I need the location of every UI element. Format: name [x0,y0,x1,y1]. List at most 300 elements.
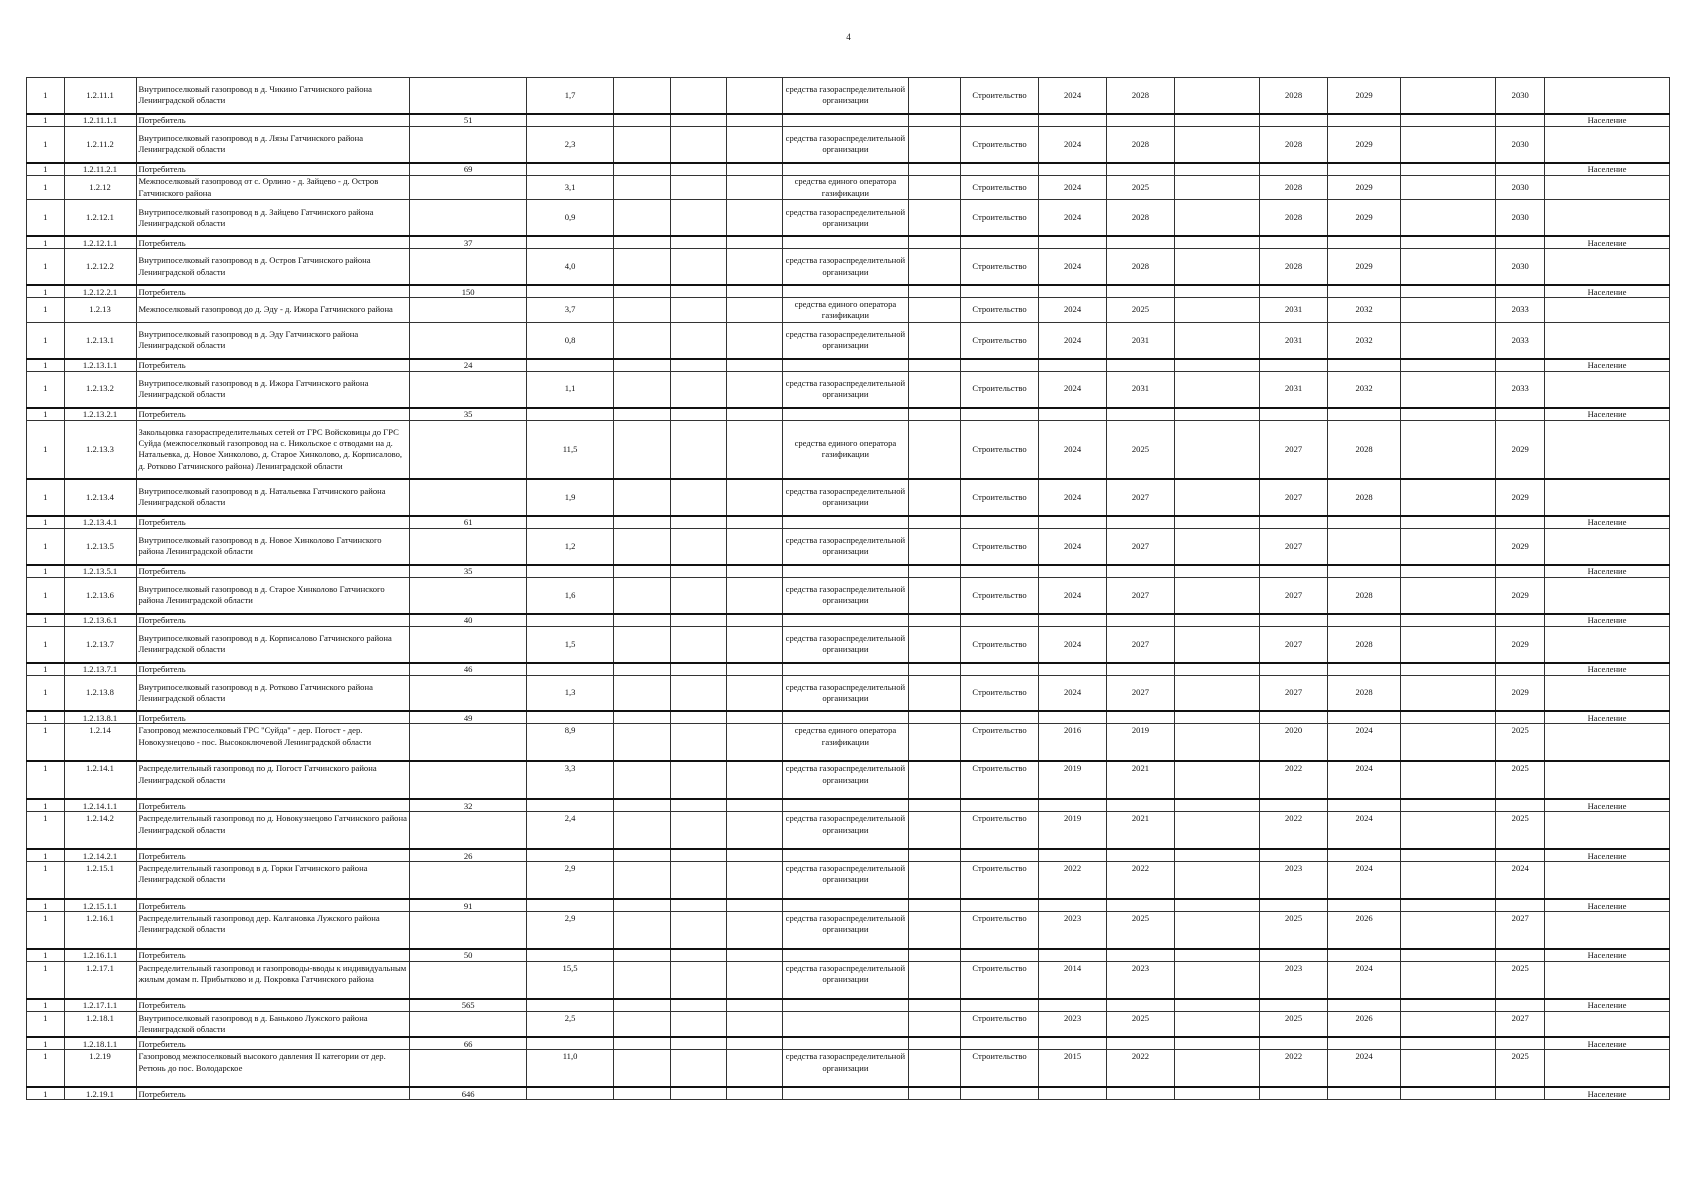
empty-cell [1401,285,1496,298]
funding-source: средства газораспределительной организации [782,322,909,358]
object-name: Внутрипоселковый газопровод в д. Натальевка Гатчинского района Ленинградской области [136,479,410,516]
empty-cell [614,1011,671,1037]
work-type: Строительство [960,812,1038,849]
year-design-end: 2027 [1107,528,1175,564]
work-type [960,949,1038,962]
object-row [27,528,1670,564]
empty-cell [670,711,726,724]
year-commission [1496,565,1545,578]
funding-source [782,565,909,578]
empty-cell [726,663,782,676]
year-construction-end [1328,565,1401,578]
empty-cell [614,812,671,849]
consumer-category: Население [1545,663,1670,676]
empty-cell [1174,849,1259,862]
object-name: Потребитель [136,359,410,372]
consumer-row [27,799,1670,812]
year-commission: 2025 [1496,761,1545,799]
empty-cell [909,1037,961,1050]
year-construction-start: 2023 [1260,862,1328,899]
empty-cell [1174,408,1259,421]
year-construction-end: 2024 [1328,812,1401,849]
year-design-end: 2023 [1107,961,1175,998]
year-commission: 2033 [1496,322,1545,358]
row-number: 1 [27,114,65,127]
year-start: 2019 [1039,812,1107,849]
empty-cell [670,724,726,761]
empty-cell [670,577,726,613]
empty-cell [1401,1037,1496,1050]
empty-cell [670,200,726,236]
empty-cell [614,528,671,564]
empty-cell [670,479,726,516]
object-name: Потребитель [136,711,410,724]
row-number: 1 [27,1037,65,1050]
empty-cell [1401,516,1496,529]
row-number: 1 [27,912,65,949]
empty-cell [1174,626,1259,662]
empty-cell [909,724,961,761]
year-construction-end: 2024 [1328,862,1401,899]
year-commission [1496,899,1545,912]
empty-cell [670,163,726,176]
empty-cell [670,175,726,200]
table-body [27,78,1670,1100]
year-commission [1496,999,1545,1012]
consumer-count [410,577,527,613]
empty-cell [1401,408,1496,421]
empty-cell [1174,479,1259,516]
year-construction-end [1328,285,1401,298]
object-row [27,420,1670,479]
year-construction-start [1260,1037,1328,1050]
object-name: Потребитель [136,236,410,249]
consumer-row [27,163,1670,176]
row-code: 1.2.17.1 [64,961,136,998]
consumer-count: 69 [410,163,527,176]
empty-cell [909,614,961,627]
year-commission [1496,849,1545,862]
year-start: 2024 [1039,626,1107,662]
work-type: Строительство [960,1050,1038,1087]
row-code: 1.2.12.1.1 [64,236,136,249]
empty-cell [726,961,782,998]
consumer-row [27,359,1670,372]
year-construction-end: 2024 [1328,961,1401,998]
empty-cell [614,799,671,812]
object-name: Потребитель [136,163,410,176]
empty-cell [1174,163,1259,176]
empty-cell [909,371,961,407]
empty-cell [670,675,726,711]
row-code: 1.2.15.1 [64,862,136,899]
object-row [27,322,1670,358]
pipeline-length: 0,9 [526,200,613,236]
object-name: Потребитель [136,1037,410,1050]
empty-cell [1401,626,1496,662]
year-construction-start: 2028 [1260,249,1328,285]
pipeline-length: 2,9 [526,862,613,899]
empty-cell [1401,200,1496,236]
funding-source: средства газораспределительной организации [782,912,909,949]
consumer-count: 565 [410,999,527,1012]
year-construction-start: 2028 [1260,200,1328,236]
row-code: 1.2.13.7.1 [64,663,136,676]
pipeline-length [526,236,613,249]
pipeline-length: 11,0 [526,1050,613,1087]
row-code: 1.2.18.1 [64,1011,136,1037]
funding-source: средства газораспределительной организации [782,862,909,899]
object-row [27,626,1670,662]
empty-cell [909,298,961,323]
empty-cell [1174,675,1259,711]
empty-cell [1401,163,1496,176]
empty-cell [614,577,671,613]
year-construction-end [1328,408,1401,421]
row-code: 1.2.19 [64,1050,136,1087]
pipeline-length [526,899,613,912]
empty-cell [1401,899,1496,912]
year-construction-end [1328,999,1401,1012]
year-construction-end: 2029 [1328,175,1401,200]
year-start: 2024 [1039,420,1107,479]
work-type: Строительство [960,912,1038,949]
row-number: 1 [27,285,65,298]
object-name: Межпоселковый газопровод от с. Орлино - д. Зайцево - д. Остров Гатчинского района [136,175,410,200]
empty-cell [1401,1011,1496,1037]
work-type: Строительство [960,322,1038,358]
empty-cell [1174,285,1259,298]
year-commission [1496,359,1545,372]
empty-cell [1174,799,1259,812]
empty-cell [614,114,671,127]
work-type [960,663,1038,676]
year-start [1039,849,1107,862]
empty-cell [1174,949,1259,962]
funding-source: средства единого оператора газификации [782,298,909,323]
empty-cell [670,912,726,949]
funding-source: средства газораспределительной организации [782,126,909,162]
year-start [1039,359,1107,372]
pipeline-length: 2,4 [526,812,613,849]
consumer-count [410,528,527,564]
year-start: 2024 [1039,298,1107,323]
empty-cell [726,812,782,849]
consumer-count: 150 [410,285,527,298]
empty-cell [726,675,782,711]
empty-cell [1401,479,1496,516]
pipeline-length: 8,9 [526,724,613,761]
empty-cell [726,1050,782,1087]
funding-source [782,614,909,627]
row-code: 1.2.11.2.1 [64,163,136,176]
consumer-count: 61 [410,516,527,529]
object-row [27,812,1670,849]
consumer-row [27,114,1670,127]
pipeline-length [526,1037,613,1050]
empty-cell [670,626,726,662]
pipeline-length [526,565,613,578]
empty-cell [1401,577,1496,613]
empty-cell [614,675,671,711]
empty-cell [726,249,782,285]
year-start [1039,799,1107,812]
row-code: 1.2.13.4.1 [64,516,136,529]
empty-cell [1174,912,1259,949]
empty-cell [670,322,726,358]
year-commission [1496,949,1545,962]
empty-cell [1401,322,1496,358]
year-commission: 2029 [1496,626,1545,662]
work-type [960,408,1038,421]
year-design-end [1107,114,1175,127]
consumer-count: 46 [410,663,527,676]
empty-cell [1401,761,1496,799]
row-number: 1 [27,862,65,899]
empty-cell [909,899,961,912]
consumer-row [27,408,1670,421]
row-number: 1 [27,663,65,676]
work-type [960,899,1038,912]
row-code: 1.2.14 [64,724,136,761]
empty-cell [670,236,726,249]
year-construction-start [1260,565,1328,578]
year-construction-start: 2028 [1260,78,1328,114]
object-name: Внутрипоселковый газопровод в д. Лязы Гатчинского района Ленинградской области [136,126,410,162]
row-number: 1 [27,200,65,236]
year-construction-end: 2024 [1328,1050,1401,1087]
empty-cell [614,849,671,862]
consumer-category [1545,1011,1670,1037]
row-number: 1 [27,371,65,407]
year-design-end: 2031 [1107,322,1175,358]
empty-cell [909,626,961,662]
year-design-end [1107,1037,1175,1050]
year-construction-start [1260,949,1328,962]
work-type [960,236,1038,249]
year-construction-start [1260,799,1328,812]
year-construction-start [1260,408,1328,421]
year-construction-start: 2027 [1260,577,1328,613]
empty-cell [1174,1037,1259,1050]
row-number: 1 [27,999,65,1012]
consumer-count [410,479,527,516]
year-commission: 2029 [1496,577,1545,613]
empty-cell [726,285,782,298]
empty-cell [670,1037,726,1050]
row-number: 1 [27,1011,65,1037]
empty-cell [909,236,961,249]
year-commission: 2025 [1496,812,1545,849]
funding-source [782,949,909,962]
consumer-category: Население [1545,408,1670,421]
year-design-end: 2031 [1107,371,1175,407]
year-design-end: 2028 [1107,126,1175,162]
empty-cell [614,1050,671,1087]
row-number: 1 [27,761,65,799]
year-start [1039,114,1107,127]
year-design-end [1107,565,1175,578]
empty-cell [614,912,671,949]
year-design-end [1107,949,1175,962]
year-construction-end: 2024 [1328,761,1401,799]
year-start [1039,1037,1107,1050]
year-start: 2015 [1039,1050,1107,1087]
year-construction-start: 2028 [1260,126,1328,162]
empty-cell [614,322,671,358]
consumer-count: 49 [410,711,527,724]
object-name: Распределительный газопровод и газопроводы-вводы к индивидуальным жилым домам п. Прибытково и д. Покровка Гатчинского района [136,961,410,998]
year-construction-end [1328,528,1401,564]
empty-cell [909,565,961,578]
funding-source [782,236,909,249]
empty-cell [1174,1011,1259,1037]
row-number: 1 [27,614,65,627]
row-number: 1 [27,408,65,421]
row-code: 1.2.13.5.1 [64,565,136,578]
row-code: 1.2.12 [64,175,136,200]
work-type [960,359,1038,372]
work-type [960,285,1038,298]
consumer-category: Население [1545,163,1670,176]
empty-cell [1401,862,1496,899]
empty-cell [1174,724,1259,761]
year-start: 2024 [1039,577,1107,613]
year-commission: 2030 [1496,249,1545,285]
empty-cell [670,420,726,479]
consumer-row [27,1037,1670,1050]
row-code: 1.2.13.6.1 [64,614,136,627]
year-construction-end [1328,236,1401,249]
pipeline-length [526,114,613,127]
empty-cell [1401,663,1496,676]
year-construction-end [1328,359,1401,372]
empty-cell [1174,420,1259,479]
year-design-end: 2022 [1107,862,1175,899]
funding-source [782,663,909,676]
pipeline-length: 1,3 [526,675,613,711]
object-row [27,479,1670,516]
object-name: Потребитель [136,408,410,421]
year-start: 2024 [1039,371,1107,407]
empty-cell [670,614,726,627]
funding-source [782,163,909,176]
row-number: 1 [27,949,65,962]
consumer-category: Население [1545,999,1670,1012]
empty-cell [614,1037,671,1050]
consumer-row [27,565,1670,578]
row-code: 1.2.13.3 [64,420,136,479]
pipeline-length [526,516,613,529]
consumer-count [410,200,527,236]
consumer-row [27,849,1670,862]
object-row [27,126,1670,162]
year-construction-end: 2029 [1328,249,1401,285]
empty-cell [614,711,671,724]
empty-cell [726,298,782,323]
object-row [27,675,1670,711]
row-number: 1 [27,724,65,761]
pipeline-length [526,999,613,1012]
empty-cell [1174,236,1259,249]
year-construction-start [1260,516,1328,529]
pipeline-length: 3,7 [526,298,613,323]
funding-source: средства газораспределительной организации [782,812,909,849]
object-name: Внутрипоселковый газопровод в д. Ротково Гатчинского района Ленинградской области [136,675,410,711]
empty-cell [726,912,782,949]
empty-cell [909,1011,961,1037]
work-type [960,614,1038,627]
year-design-end: 2025 [1107,175,1175,200]
year-commission: 2029 [1496,420,1545,479]
empty-cell [1401,420,1496,479]
year-start: 2023 [1039,1011,1107,1037]
empty-cell [909,479,961,516]
row-number: 1 [27,626,65,662]
work-type: Строительство [960,577,1038,613]
year-design-end [1107,408,1175,421]
object-row [27,175,1670,200]
row-code: 1.2.14.2.1 [64,849,136,862]
empty-cell [614,724,671,761]
consumer-category [1545,961,1670,998]
empty-cell [670,516,726,529]
empty-cell [614,899,671,912]
year-start: 2023 [1039,912,1107,949]
consumer-count [410,249,527,285]
work-type: Строительство [960,420,1038,479]
year-construction-end: 2029 [1328,78,1401,114]
empty-cell [1174,322,1259,358]
object-row [27,912,1670,949]
empty-cell [1401,126,1496,162]
consumer-count [410,420,527,479]
empty-cell [726,408,782,421]
empty-cell [1401,78,1496,114]
empty-cell [1401,249,1496,285]
funding-source: средства газораспределительной организации [782,761,909,799]
consumer-category [1545,577,1670,613]
empty-cell [726,420,782,479]
object-name: Распределительный газопровод дер. Калгановка Лужского района Ленинградской области [136,912,410,949]
empty-cell [726,862,782,899]
year-construction-end [1328,799,1401,812]
year-construction-start: 2031 [1260,371,1328,407]
year-design-end [1107,285,1175,298]
consumer-count [410,626,527,662]
year-construction-start [1260,663,1328,676]
pipeline-length: 0,8 [526,322,613,358]
row-code: 1.2.14.1 [64,761,136,799]
consumer-category: Население [1545,114,1670,127]
pipeline-length [526,949,613,962]
consumer-count: 35 [410,408,527,421]
year-construction-start [1260,359,1328,372]
year-commission: 2030 [1496,126,1545,162]
year-commission: 2030 [1496,78,1545,114]
object-name: Потребитель [136,849,410,862]
consumer-category [1545,371,1670,407]
year-commission [1496,408,1545,421]
empty-cell [726,711,782,724]
empty-cell [909,999,961,1012]
empty-cell [726,577,782,613]
year-commission: 2025 [1496,961,1545,998]
empty-cell [614,359,671,372]
object-row [27,761,1670,799]
object-row [27,78,1670,114]
object-name: Потребитель [136,114,410,127]
